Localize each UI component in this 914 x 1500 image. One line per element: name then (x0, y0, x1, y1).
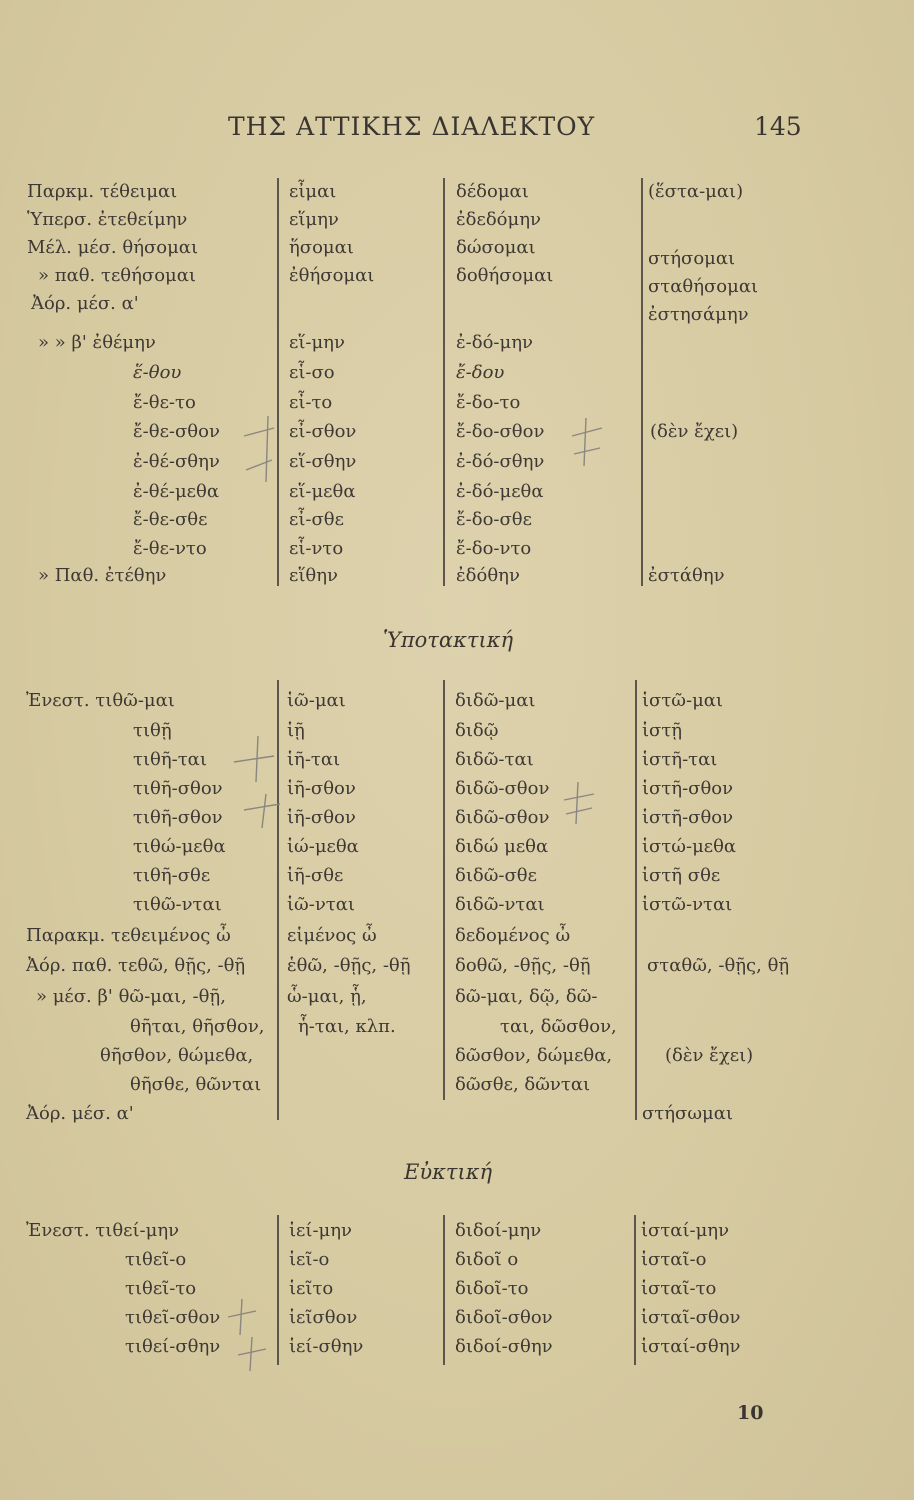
table-cell: ἱστῆ-ται (642, 749, 718, 770)
table-cell: ἔ-δο-σθε (456, 509, 532, 530)
table-cell: ἱῇ (287, 720, 305, 741)
table-cell: ἱσταῖ-το (641, 1278, 717, 1299)
table-cell: δεδομένος ὦ (455, 925, 571, 946)
table-cell: ἔ-θε-ντο (133, 538, 207, 559)
table-cell: Ὑπερσ. ἐτεθείμην (27, 209, 188, 230)
table-cell: στήσωμαι (642, 1103, 733, 1124)
table-cell: ἐθήσομαι (289, 265, 375, 286)
table-cell: ἱστῆ-σθον (642, 778, 734, 799)
pencil-mark-icon (568, 414, 608, 474)
table-cell: ἐ-θέ-μεθα (133, 481, 220, 502)
table-cell: διδοῖ-σθον (455, 1307, 553, 1328)
pencil-mark-icon (222, 1295, 272, 1375)
table-cell: δῶσθε, δῶνται (455, 1074, 591, 1095)
table-cell: εἵ-μεθα (289, 481, 356, 502)
table-cell: Παρακμ. τεθειμένος ὦ (26, 925, 231, 946)
pencil-mark-icon (224, 732, 284, 832)
table-cell: (δὲν ἔχει) (650, 421, 739, 442)
table-cell: δέδομαι (456, 181, 529, 202)
running-header-title: ΤΗΣ ΑΤΤΙΚΗΣ ΔΙΑΛΕΚΤΟΥ (228, 112, 596, 141)
table-cell: ἔ-δο-σθον (456, 421, 545, 442)
table-cell: εἶ-σθον (289, 421, 357, 442)
section-heading-optative: Εὐκτική (404, 1160, 493, 1184)
table-cell: τιθῆ-ται (133, 749, 207, 770)
table-cell: διδῶ-σθον (455, 807, 550, 828)
table-cell: ἱεῖ-ο (289, 1249, 330, 1270)
table-cell: στήσομαι (648, 248, 736, 269)
table-cell: ἱστῇ (642, 720, 683, 741)
column-rule (277, 178, 279, 586)
table-cell: διδῶ-σθε (455, 865, 537, 886)
table-cell: ἐστησάμην (648, 304, 749, 325)
table-cell: ἱσταί-μην (641, 1220, 730, 1241)
table-cell: Μέλ. μέσ. θήσομαι (27, 237, 199, 258)
table-cell: ἔ-θε-το (133, 392, 196, 413)
table-cell: εἱμένος ὦ (287, 925, 377, 946)
table-cell: » Παθ. ἐτέθην (38, 565, 167, 586)
pencil-mark-icon (560, 780, 600, 830)
column-rule (443, 680, 445, 1100)
table-cell: ἱστῶ-μαι (642, 690, 723, 711)
table-cell: ἱῆ-ται (287, 749, 341, 770)
table-cell: εἵ-μην (289, 332, 345, 353)
page-number: 145 (754, 112, 802, 141)
table-cell: ἐδεδόμην (456, 209, 541, 230)
table-cell: τιθῇ (133, 720, 172, 741)
table-cell: ἱσταί-σθην (641, 1336, 741, 1357)
table-cell: διδῷ (455, 720, 499, 741)
table-cell: τιθῆ-σθον (133, 807, 223, 828)
table-cell: Ἀόρ. παθ. τεθῶ, θῇς, -θῇ (26, 955, 246, 976)
table-cell: ἐ-δό-μεθα (456, 481, 544, 502)
column-rule (277, 1215, 279, 1365)
table-cell: ἱώ-μεθα (287, 836, 359, 857)
table-cell: θῆται, θῆσθον, (130, 1016, 265, 1037)
table-cell: ἐ-θέ-σθην (133, 451, 220, 472)
table-cell: διδῶ-ται (455, 749, 534, 770)
table-cell: διδῶ-νται (455, 894, 545, 915)
table-cell: Ἐνεστ. τιθεί-μην (26, 1220, 180, 1241)
table-cell: εἶμαι (289, 181, 337, 202)
table-cell: ὧ-μαι, ᾗ, (287, 986, 367, 1007)
table-cell: τιθεῖ-το (125, 1278, 197, 1299)
table-cell: ἱεῖσθον (289, 1307, 358, 1328)
table-cell: διδοί-σθην (455, 1336, 553, 1357)
table-cell: εἵμην (289, 209, 339, 230)
column-rule (634, 1215, 636, 1365)
table-cell: ἐδόθην (456, 565, 520, 586)
table-cell: ἱσταῖ-ο (641, 1249, 707, 1270)
table-cell: Παρκμ. τέθειμαι (27, 181, 178, 202)
table-cell: ἱστώ-μεθα (642, 836, 737, 857)
table-cell: ἔ-θε-σθε (133, 509, 208, 530)
column-rule (443, 1215, 445, 1365)
table-cell: τιθῶ-νται (133, 894, 222, 915)
table-cell: τιθῆ-σθον (133, 778, 223, 799)
table-cell: ἱεί-μην (289, 1220, 352, 1241)
table-cell: θῆσθε, θῶνται (130, 1074, 262, 1095)
table-cell: τιθεῖ-ο (125, 1249, 187, 1270)
table-cell: τιθεῖ-σθον (125, 1307, 221, 1328)
table-cell: (ἕστα-μαι) (648, 181, 744, 202)
table-cell: δῶσθον, δώμεθα, (455, 1045, 613, 1066)
table-cell: σταθήσομαι (648, 276, 759, 297)
table-cell: ἱεῖτο (289, 1278, 334, 1299)
table-cell: ται, δῶσθον, (500, 1016, 617, 1037)
table-cell: ἕ-θου (133, 362, 182, 383)
table-cell: δώσομαι (456, 237, 536, 258)
table-cell: ἱῆ-σθε (287, 865, 344, 886)
table-cell: τιθεί-σθην (125, 1336, 221, 1357)
table-cell: διδῶ-μαι (455, 690, 536, 711)
table-cell: ἱῆ-σθον (287, 778, 356, 799)
table-cell: εἵ-σθην (289, 451, 357, 472)
table-cell: ἱῆ-σθον (287, 807, 356, 828)
table-cell: διδοί-μην (455, 1220, 542, 1241)
column-rule (635, 680, 637, 1120)
table-cell: διδῶ-σθον (455, 778, 550, 799)
table-cell: ἱστῆ-σθον (642, 807, 734, 828)
table-cell: Ἀόρ. μέσ. α' (26, 1103, 134, 1124)
table-cell: εἵθην (289, 565, 338, 586)
signature-mark: 10 (737, 1402, 764, 1424)
table-cell: ἐ-δό-σθην (456, 451, 545, 472)
table-cell: εἷ-ντο (289, 538, 344, 559)
table-cell: ἑθῶ, -θῇς, -θῇ (287, 955, 411, 976)
section-heading-subjunctive: Ὑποτακτική (383, 628, 514, 652)
pencil-mark-icon (238, 410, 278, 490)
table-cell: θῆσθον, θώμεθα, (100, 1045, 254, 1066)
table-cell: ἱεί-σθην (289, 1336, 364, 1357)
column-rule (641, 178, 643, 586)
table-cell: Ἀόρ. μέσ. α' (31, 293, 139, 314)
table-cell: » παθ. τεθήσομαι (38, 265, 196, 286)
table-cell: δοθῶ, -θῇς, -θῇ (455, 955, 591, 976)
table-cell: (δὲν ἔχει) (665, 1045, 754, 1066)
table-cell: τιθῆ-σθε (133, 865, 211, 886)
table-cell: ἥσομαι (289, 237, 354, 258)
table-cell: ἐ-δό-μην (456, 332, 533, 353)
table-cell: » μέσ. β' θῶ-μαι, -θῇ, (36, 986, 226, 1007)
table-cell: διδώ μεθα (455, 836, 549, 857)
table-cell: ἱστῆ σθε (642, 865, 721, 886)
table-cell: ἔ-δο-το (456, 392, 521, 413)
table-cell: εἶ-σθε (289, 509, 344, 530)
table-cell: ἔ-θε-σθον (133, 421, 220, 442)
table-cell: εἷ-σο (289, 362, 335, 383)
table-cell: ἧ-ται, κλπ. (298, 1016, 396, 1037)
table-cell: ἱῶ-νται (287, 894, 355, 915)
table-cell: δοθήσομαι (456, 265, 554, 286)
table-cell: Ἐνεστ. τιθῶ-μαι (26, 690, 175, 711)
table-cell: ἔ-δου (456, 362, 505, 383)
table-cell: σταθῶ, -θῇς, θῇ (647, 955, 790, 976)
table-cell: ἱῶ-μαι (287, 690, 346, 711)
table-cell: τιθώ-μεθα (133, 836, 226, 857)
table-cell: ἔ-δο-ντο (456, 538, 532, 559)
table-cell: εἶ-το (289, 392, 333, 413)
table-cell: ἐστάθην (648, 565, 725, 586)
table-cell: ἱστῶ-νται (642, 894, 733, 915)
column-rule (443, 178, 445, 586)
table-cell: ἱσταῖ-σθον (641, 1307, 741, 1328)
table-cell: δῶ-μαι, δῷ, δῶ- (455, 986, 598, 1007)
table-cell: διδοῖ ο (455, 1249, 519, 1270)
table-cell: » » β' ἐθέμην (38, 332, 156, 353)
table-cell: διδοῖ-το (455, 1278, 529, 1299)
